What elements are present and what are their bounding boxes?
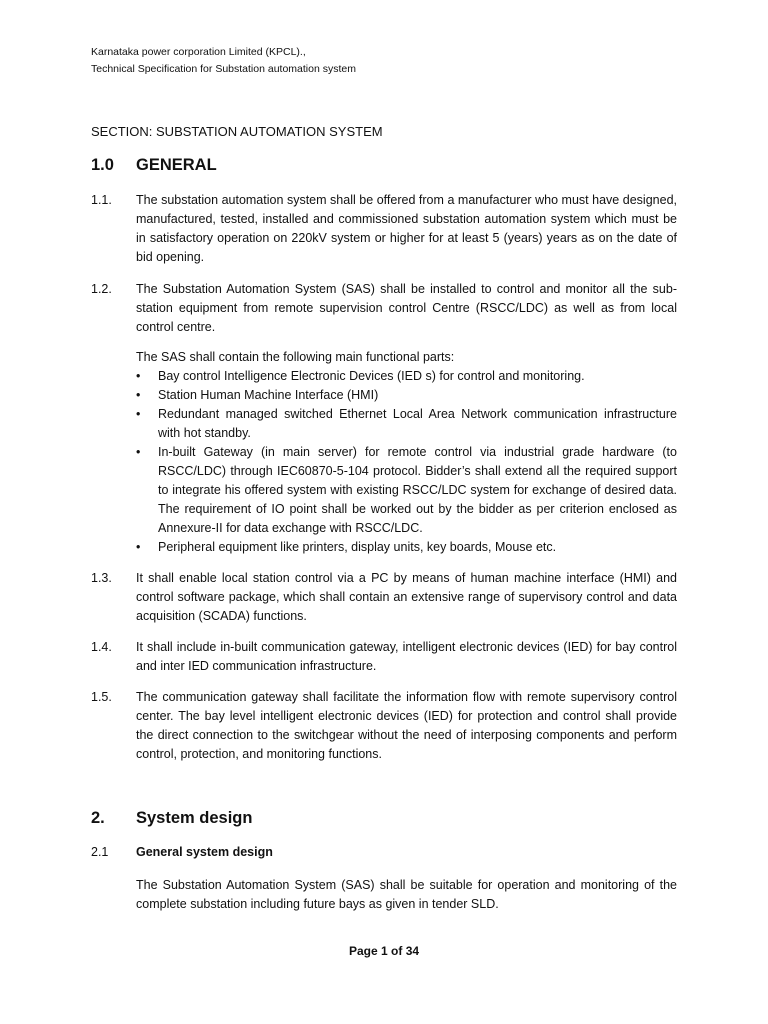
list-item xyxy=(136,386,677,405)
list-item-text: In-built Gateway (in main server) for remote control via industrial grade hardware (to RSCC/LDC) through IEC60870-5-104 protocol. Bidder’s shall extend all the required support to integrate his offered system with existing RSCC/LDC system for exchange of desired data. The requirement of IO point shall be worked out by the bidder as per criterion enclosed as Annexure-II for data exchange with RSCC/LDC. xyxy=(158,445,677,535)
bullet-icon: • xyxy=(136,407,141,421)
heading-number: 1.0 xyxy=(91,156,114,174)
bullet-icon: • xyxy=(136,388,141,402)
subheading-number: 2.1 xyxy=(91,845,109,859)
bullet-icon: • xyxy=(136,445,141,459)
subheading-text: General system design xyxy=(136,845,273,859)
clause-1-1 xyxy=(91,191,677,267)
clause-text: It shall include in-built communication gateway, intelligent electronic devices (IED) for bay control and inter IED communication infrastructure. xyxy=(136,640,677,673)
clause-number: 1.2. xyxy=(91,282,112,296)
clause-number: 1.1. xyxy=(91,193,112,207)
heading-number: 2. xyxy=(91,809,105,827)
clause-text: The substation automation system shall be offered from a manufacturer who must have designed, manufactured, tested, installed and commissioned substation automation system which must be in satisfactory operation on 220kV system or higher for at least 5 (years) years as on the date of bid opening. xyxy=(136,193,677,264)
functional-parts xyxy=(91,348,677,557)
list-item xyxy=(136,367,677,386)
section-title: SECTION: SUBSTATION AUTOMATION SYSTEM xyxy=(91,124,383,139)
page-of-label: of xyxy=(391,944,403,958)
list-item xyxy=(136,443,677,538)
bullet-icon: • xyxy=(136,369,141,383)
bullet-icon: • xyxy=(136,540,141,554)
list-item-text: Bay control Intelligence Electronic Devices (IED s) for control and monitoring. xyxy=(158,369,585,383)
list-item xyxy=(136,405,677,443)
clause-text: It shall enable local station control via a PC by means of human machine interface (HMI) and control software package, which shall contain an extensive range of supervisory control and data acquisition (SCADA) functions. xyxy=(136,571,677,623)
list-item-text: Redundant managed switched Ethernet Local Area Network communication infrastructure with hot standby. xyxy=(158,407,677,440)
clause-number: 1.5. xyxy=(91,690,112,704)
page-total: 34 xyxy=(405,944,420,958)
heading-text: System design xyxy=(136,809,253,827)
header-organization: Karnataka power corporation Limited (KPCL)., xyxy=(91,46,306,58)
clause-1-2 xyxy=(91,280,677,337)
functional-parts-list xyxy=(136,367,677,557)
functional-parts-intro: The SAS shall contain the following main functional parts: xyxy=(136,350,455,364)
clause-1-4 xyxy=(91,638,677,676)
clause-text: The communication gateway shall facilitate the information flow with remote supervisory control center. The bay level intelligent electronic devices (IED) for protection and control shall provide the direct connection to the switchgear without the need of interposing components and perform control, protection, and monitoring functions. xyxy=(136,690,677,761)
list-item-text: Peripheral equipment like printers, display units, key boards, Mouse etc. xyxy=(158,540,557,554)
heading-text: GENERAL xyxy=(136,156,217,174)
page-label: Page xyxy=(348,944,378,958)
clause-number: 1.3. xyxy=(91,571,112,585)
clause-number: 1.4. xyxy=(91,640,112,654)
list-item xyxy=(136,538,677,557)
clause-text: The Substation Automation System (SAS) shall be installed to control and monitor all the sub-station equipment from remote supervision control Centre (RSCC/LDC) as well as from local control centre. xyxy=(136,282,677,334)
clause-1-5 xyxy=(91,688,677,764)
clause-2-1-text xyxy=(91,876,677,914)
page-footer xyxy=(0,944,768,958)
page-header xyxy=(91,44,356,78)
list-item-text: Station Human Machine Interface (HMI) xyxy=(158,388,379,402)
clause-1-3 xyxy=(91,569,677,626)
clause-text: The Substation Automation System (SAS) shall be suitable for operation and monitoring of the complete substation including future bays as given in tender SLD. xyxy=(136,878,677,911)
page-number: 1 xyxy=(380,944,388,958)
header-spec-title: Technical Specification for Substation automation system xyxy=(91,63,356,75)
